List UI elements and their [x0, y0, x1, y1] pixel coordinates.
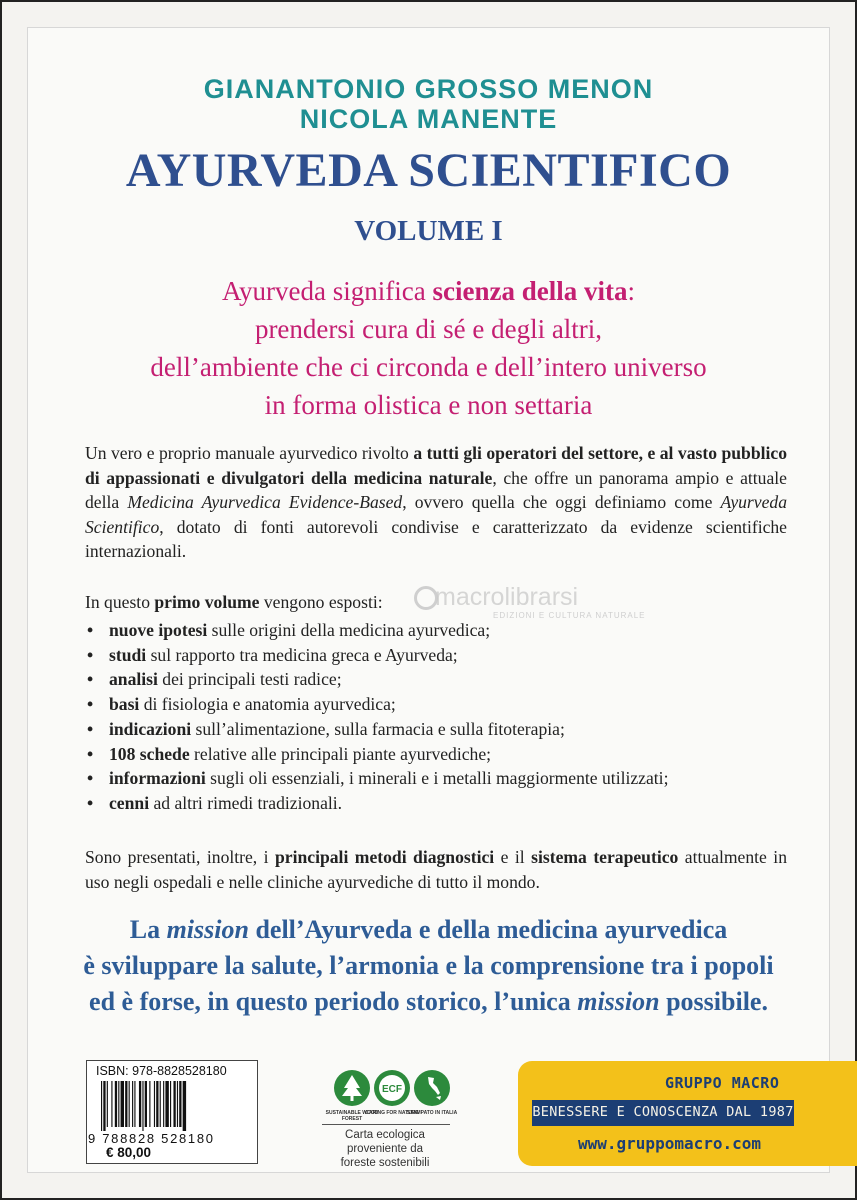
contents-list — [85, 618, 787, 816]
divider — [322, 1124, 450, 1125]
sustainable-forest-icon — [332, 1068, 372, 1108]
tagline-text: Ayurveda significa — [222, 276, 433, 306]
barcode-bar — [129, 1081, 130, 1127]
mission-text: dell’Ayurveda e della medicina ayurvedica — [248, 915, 728, 944]
list-item-text: relative alle principali piante ayurvediche; — [189, 743, 492, 764]
volume-intro-text: In questo — [85, 592, 155, 612]
closing-text: attualmente in uso negli ospedali e nelle cliniche ayurvediche di tutto il mondo. — [85, 847, 787, 892]
eco-note-line: foreste sostenibili — [340, 1157, 430, 1169]
barcode-bar — [111, 1081, 112, 1127]
closing-emphasis: principali metodi diagnostici — [275, 847, 495, 867]
tagline — [0, 272, 857, 424]
barcode-bar — [160, 1081, 161, 1127]
publisher-slogan: BENESSERE E CONOSCENZA DAL 1987 — [532, 1104, 794, 1120]
barcode-bar — [179, 1081, 181, 1127]
mission-text: ed è forse, in questo periodo storico, l’unica — [89, 987, 578, 1016]
volume-intro-emphasis: primo volume — [154, 592, 260, 612]
eco-note-line: proveniente da — [346, 1143, 424, 1155]
list-item — [85, 667, 787, 692]
tagline-emphasis: scienza della vita — [432, 276, 628, 306]
intro-italic: Medicina Ayurvedica Evidence-Based — [127, 492, 403, 512]
barcode-bar — [107, 1081, 108, 1127]
barcode-bar — [125, 1081, 127, 1127]
mission-text: possibile. — [659, 987, 768, 1016]
volume-intro-text: vengono esposti: — [259, 592, 383, 612]
barcode-bar — [115, 1081, 117, 1127]
list-item-keyword: indicazioni — [109, 718, 192, 739]
barcode-bar — [139, 1081, 141, 1127]
list-item — [85, 618, 787, 643]
list-item-keyword: informazioni — [109, 768, 206, 789]
list-item-text: sul rapporto tra medicina greca e Ayurveda; — [146, 644, 458, 665]
tagline-line-2: prendersi cura di sé e degli altri, — [254, 314, 603, 344]
list-item — [85, 791, 787, 816]
volume-label: VOLUME I — [354, 215, 503, 247]
author-2: NICOLA MANENTE — [299, 104, 558, 134]
watermark: macrolibrarsi — [435, 583, 579, 611]
isbn: ISBN: 978-8828528180 — [96, 1064, 227, 1078]
closing-emphasis: sistema terapeutico — [531, 847, 679, 867]
barcode-bar — [170, 1081, 171, 1127]
list-item — [85, 643, 787, 668]
eco-label-3: STAMPATO IN ITALIA — [406, 1110, 458, 1116]
barcode — [101, 1081, 249, 1131]
mission-line-2: è sviluppare la salute, l’armonia e la comprensione tra i popoli — [83, 951, 774, 980]
list-item-text: ad altri rimedi tradizionali. — [149, 792, 343, 813]
printed-in-italy-icon — [412, 1068, 452, 1108]
ecf-badge-text: ECF — [382, 1084, 402, 1095]
list-item-text: dei principali testi radice; — [157, 669, 342, 690]
tagline-line-1 — [0, 272, 857, 310]
list-item-keyword: studi — [109, 644, 147, 665]
barcode-bar — [154, 1081, 155, 1127]
barcode-bar — [163, 1081, 164, 1127]
list-item-keyword: basi — [109, 694, 140, 715]
mission-line-1 — [0, 912, 857, 948]
intro-text: , che offre un panorama ampio e attuale della — [85, 467, 787, 512]
mission-text: La — [129, 915, 167, 944]
mission-line-3 — [0, 984, 857, 1020]
book-title: AYURVEDA SCIENTIFICO — [125, 144, 732, 197]
mission-statement — [0, 912, 857, 1020]
eco-note-line: Carta ecologica — [345, 1129, 425, 1141]
barcode-bar — [145, 1081, 147, 1127]
ecf-icon — [372, 1068, 412, 1108]
watermark-subtitle: EDIZIONI E CULTURA NATURALE — [493, 611, 646, 620]
eco-label-1: SUSTAINABLE WOOD FOREST — [325, 1110, 379, 1122]
list-item — [85, 766, 787, 791]
barcode-bar — [103, 1081, 105, 1131]
intro-text: , dotato di fonti autorevoli condivise e caratterizzato da evidenze scientifiche internazionali. — [85, 516, 787, 561]
barcode-bar — [156, 1081, 158, 1127]
eco-note — [315, 1128, 455, 1170]
barcode-bar — [121, 1081, 124, 1127]
tagline-line-3: dell’ambiente che ci circonda e dell’intero universo — [150, 352, 707, 382]
eco-label-2: CARING FOR NATURE — [365, 1110, 419, 1116]
list-item — [85, 742, 787, 767]
list-item-text: sugli oli essenziali, i minerali e i metalli maggiormente utilizzati; — [205, 768, 669, 789]
barcode-bar — [165, 1081, 168, 1127]
barcode-bar — [142, 1081, 143, 1131]
closing-paragraph — [85, 845, 787, 894]
tagline-line-4: in forma olistica e non settaria — [264, 390, 593, 420]
barcode-bar — [132, 1081, 133, 1127]
list-item — [85, 717, 787, 742]
barcode-bar — [149, 1081, 150, 1127]
tagline-colon: : — [627, 276, 635, 306]
list-item-text: di fisiologia e anatomia ayurvedica; — [139, 694, 396, 715]
list-item-keyword: nuove ipotesi — [109, 620, 208, 640]
list-item-keyword: cenni — [109, 792, 150, 813]
list-item-text: sull’alimentazione, sulla farmacia e sulla fitoterapia; — [191, 718, 565, 739]
intro-text: Un vero e proprio manuale ayurvedico rivolto — [85, 443, 414, 463]
list-item-text: sulle origini della medicina ayurvedica; — [207, 620, 491, 640]
intro-paragraph — [85, 441, 787, 564]
mission-italic: mission — [577, 987, 660, 1016]
barcode-bar — [118, 1081, 119, 1127]
barcode-bar — [134, 1081, 135, 1127]
price: € 80,00 — [106, 1145, 152, 1160]
intro-emphasis: a tutti gli operatori del settore, e al vasto pubblico di appassionati e divulgatori della medicina naturale — [85, 443, 787, 488]
barcode-bar — [183, 1081, 186, 1131]
barcode-bar — [173, 1081, 175, 1127]
closing-text: Sono presentati, inoltre, i — [85, 847, 276, 867]
publisher-url[interactable]: www.gruppomacro.com — [578, 1134, 762, 1153]
intro-italic: Ayurveda Scientifico — [85, 492, 787, 537]
barcode-bar — [101, 1081, 102, 1131]
list-item-keyword: 108 schede — [109, 743, 190, 764]
intro-text: , ovvero quella che oggi definiamo come — [402, 492, 721, 512]
list-item-keyword: analisi — [109, 669, 158, 690]
author-1: GIANANTONIO GROSSO MENON — [203, 74, 654, 104]
publisher-name: GRUPPO MACRO — [665, 1074, 780, 1092]
barcode-bar — [177, 1081, 178, 1127]
list-item — [85, 692, 787, 717]
closing-text: e il — [494, 847, 532, 867]
mission-italic: mission — [166, 915, 249, 944]
barcode-number: 9 788828 528180 — [88, 1131, 215, 1146]
